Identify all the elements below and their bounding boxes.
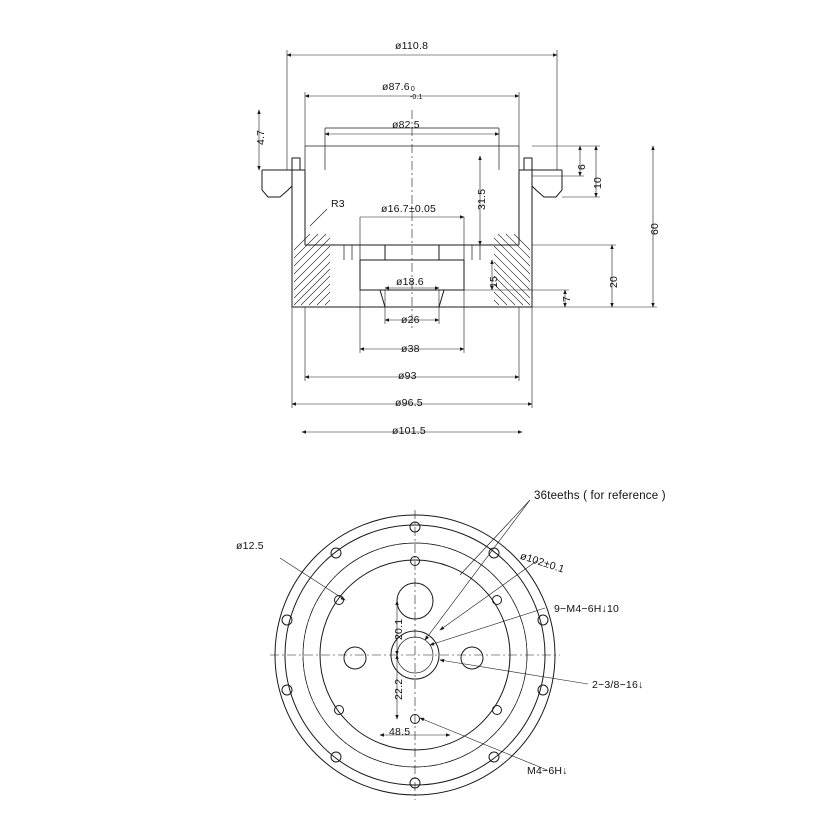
dim-shaft-bore: ø16.7±0.05 — [381, 203, 437, 215]
dim-radius-r3: R3 — [331, 198, 345, 210]
dim-inner-diameter: ø82.5 — [392, 119, 420, 131]
dim-step-6: 6 — [576, 163, 588, 170]
note-thread-m4: M4−6H↓ — [527, 765, 568, 777]
dim-overall-height: 60 — [649, 222, 661, 235]
dim-pcd-102: ø102±0.1 — [518, 550, 566, 576]
front-view-geometry — [270, 500, 588, 800]
dim-dia-96-5: ø96.5 — [395, 397, 423, 409]
dim-depth-31-5: 31.5 — [476, 188, 488, 210]
dim-outer-diameter-top: ø110.8 — [395, 40, 429, 52]
dim-flange-thickness: 4.7 — [255, 129, 267, 145]
section-view-geometry — [259, 50, 657, 432]
dim-bore-h7: ø87.6 0 -0.1 — [382, 81, 423, 101]
dim-depth-15: 15 — [488, 275, 500, 288]
dim-48-5: 48.5 — [389, 726, 411, 738]
note-thread-2x-38-16: 2−3/8−16↓ — [592, 679, 644, 691]
dim-depth-20: 20 — [608, 275, 620, 288]
note-teeth-count: 36teeths ( for reference ) — [534, 490, 666, 502]
dim-22-2: 22.2 — [393, 678, 405, 700]
dim-dia-101-5: ø101.5 — [392, 425, 426, 437]
dim-dia-93: ø93 — [398, 370, 417, 382]
dim-hub-dia-26: ø26 — [401, 314, 420, 326]
dim-depth-7: 7 — [561, 295, 573, 302]
dim-20-1: 20.1 — [393, 618, 405, 640]
dim-hole-dia-12-5: ø12.5 — [236, 540, 264, 552]
dim-hub-dia-38: ø38 — [401, 343, 420, 355]
dim-counterbore: ø18.6 — [396, 276, 424, 288]
note-thread-9x-m4: 9−M4−6H↓10 — [554, 603, 620, 615]
dim-step-10: 10 — [592, 176, 604, 189]
